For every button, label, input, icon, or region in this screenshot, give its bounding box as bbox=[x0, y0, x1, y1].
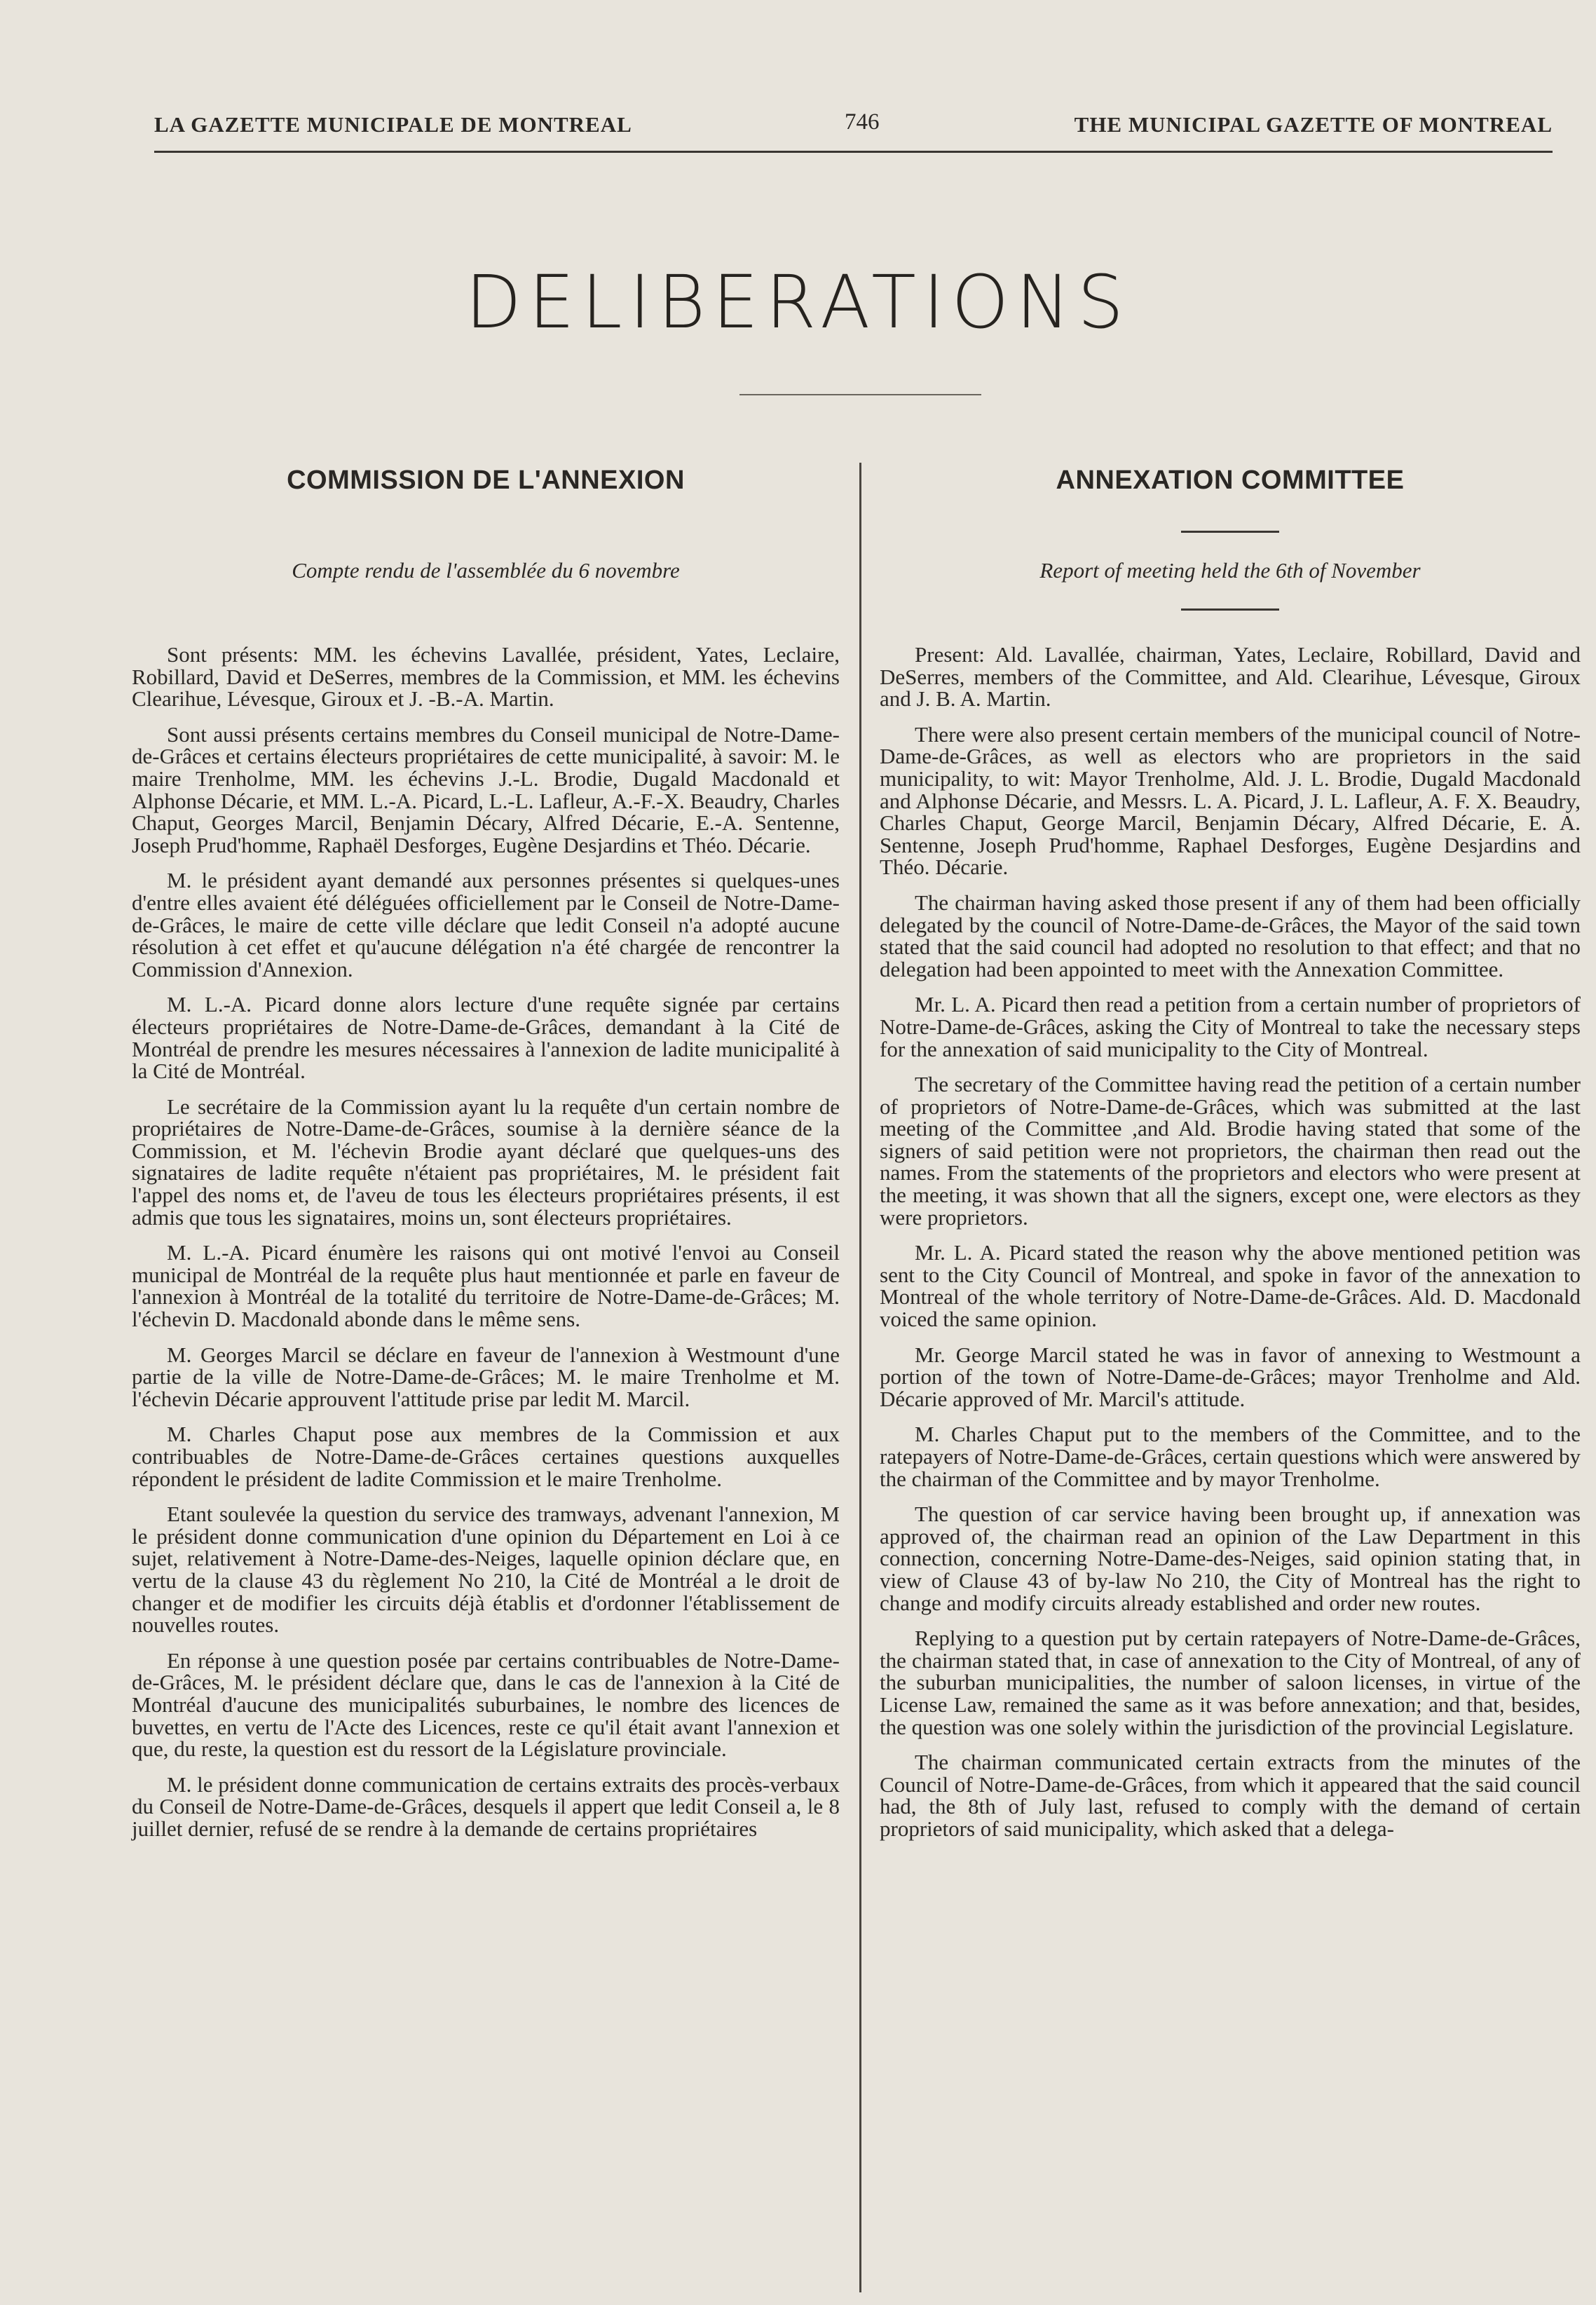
english-paragraph: Present: Ald. Lavallée, chairman, Yates, Leclaire, Robillard, David and DeSerres, members of the Committee, and Ald. Clearihue, Lévesque, Giroux and J. B. A. Martin. bbox=[880, 642, 1581, 712]
column-divider bbox=[859, 463, 861, 2292]
english-heading: ANNEXATION COMMITTEE bbox=[1056, 465, 1405, 495]
english-paragraph: M. Charles Chaput put to the members of the Committee, and to the ratepayers of Notre-Dame-de-Grâces, certain questions which were answered by the chairman of the Committee and by mayor Trenholme. bbox=[880, 1422, 1581, 1491]
english-subheading: Report of meeting held the 6th of November bbox=[1039, 558, 1421, 583]
title-rule bbox=[739, 394, 981, 395]
english-body bbox=[880, 644, 1581, 1854]
english-subheading-rule bbox=[1181, 608, 1279, 611]
page-title: DELIBERATIONS bbox=[465, 259, 1131, 345]
english-heading-rule bbox=[1181, 531, 1279, 533]
page-number: 746 bbox=[845, 109, 880, 135]
english-paragraph: The chairman having asked those present if any of them had been officially delegated by the council of Notre-Dame-de-Grâces, the Mayor of the said town stated that the said council had adopted no resolution to that effect; and that no delegation had been appointed to meet with the Annexation Committee. bbox=[880, 890, 1581, 981]
english-paragraph: Mr. L. A. Picard then read a petition from a certain number of proprietors of Notre-Dame-de-Grâces, asking the City of Montreal to take the necessary steps for the annexation of said municipality to the City of Montreal. bbox=[880, 992, 1581, 1061]
english-paragraph: The secretary of the Committee having read the petition of a certain number of proprietors of Notre-Dame-de-Grâces, which was submitted at the last meeting of the Committee ,and Ald. Brodie having stated that some of the signers of said petition were not proprietors, the chairman then read out the names. From the statements of the proprietors and electors who were present at the meeting, it was shown that all the signers, except one, were electors as they were proprietors. bbox=[880, 1072, 1581, 1230]
english-paragraph: Replying to a question put by certain ratepayers of Notre-Dame-de-Grâces, the chairman stated that, in case of annexation to the City of Montreal, of any of the suburban municipalities, the number of saloon licenses, in virtue of the License Law, remained the same as it was before annexation; and that, besides, the question was one solely within the jurisdiction of the provincial Legislature. bbox=[880, 1626, 1581, 1739]
french-paragraph: M. le président donne communication de certains extraits des procès-verbaux du Conseil de Notre-Dame-de-Grâces, desquels il appert que ledit Conseil a, le 8 juillet dernier, refusé de se rendre à la demande de certains propriétaires bbox=[132, 1772, 840, 1841]
english-paragraph: Mr. L. A. Picard stated the reason why the above mentioned petition was sent to the City Council of Montreal, and spoke in favor of the annexation to Montreal of the whole territory of Notre-Dame-de-Grâces. Ald. D. Macdonald voiced the same opinion. bbox=[880, 1240, 1581, 1332]
english-paragraph: The chairman communicated certain extracts from the minutes of the Council of Notre-Dame-de-Grâces, from which it appeared that the said council had, the 8th of July last, refused to comply with the demand of certain proprietors of said municipality, which asked that a delega- bbox=[880, 1750, 1581, 1841]
french-paragraph: M. L.-A. Picard énumère les raisons qui ont motivé l'envoi au Conseil municipal de Montréal de la requête plus haut mentionnée et parle en faveur de l'annexion à Montréal de la totalité du territoire de Notre-Dame-de-Grâces; M. l'échevin D. Macdonald abonde dans le même sens. bbox=[132, 1240, 840, 1332]
running-header bbox=[154, 105, 1553, 147]
french-subheading: Compte rendu de l'assemblée du 6 novembre bbox=[292, 558, 680, 583]
french-paragraph: M. le président ayant demandé aux personnes présentes si quelques-unes d'entre elles avaient été déléguées officiellement par le Conseil de Notre-Dame-de-Grâces, le maire de cette ville déclare que ledit Conseil n'a adopté aucune résolution à cet effet et qu'aucune délégation n'a été chargée de rencontrer la Commission d'Annexion. bbox=[132, 868, 840, 981]
french-paragraph: M. Georges Marcil se déclare en faveur de l'annexion à Westmount d'une partie de la ville de Notre-Dame-de-Grâces; M. le maire Trenholme et M. l'échevin Décarie approuvent l'attitude prise par ledit M. Marcil. bbox=[132, 1342, 840, 1411]
english-paragraph: The question of car service having been brought up, if annexation was approved of, the chairman read an opinion of the Law Department in this connection, concerning Notre-Dame-des-Neiges, said opinion stating that, in view of Clause 43 of by-law No 210, the City of Montreal has the right to change and modify circuits already established and order new routes. bbox=[880, 1502, 1581, 1615]
header-french-title: LA GAZETTE MUNICIPALE DE MONTREAL bbox=[154, 112, 632, 137]
french-paragraph: Sont aussi présents certains membres du Conseil municipal de Notre-Dame-de-Grâces et certains électeurs propriétaires de cette municipalité, à savoir: M. le maire Trenholme, MM. les échevins J.-L. Brodie, Dugald Macdonald et Alphonse Décarie, et MM. L.-A. Picard, L.-L. Lafleur, A.-F.-X. Beaudry, Charles Chaput, Georges Marcil, Benjamin Décary, Alfred Décarie, E.-A. Sentenne, Joseph Prud'homme, Raphaël Desforges, Eugène Desjardins et Théo. Décarie. bbox=[132, 721, 840, 857]
french-paragraph: Etant soulevée la question du service des tramways, advenant l'annexion, M le président donne communication d'une opinion du Département en Loi à ce sujet, relativement à Notre-Dame-des-Neiges, laquelle opinion déclare que, en vertu de la clause 43 du règlement No 210, la Cité de Montréal a le droit de changer et de modifier les circuits déjà établis et d'ordonner l'établissement de nouvelles routes. bbox=[132, 1502, 840, 1638]
french-paragraph: Le secrétaire de la Commission ayant lu la requête d'un certain nombre de propriétaires de Notre-Dame-de-Grâces, soumise à la dernière séance de la Commission, et M. l'échevin Brodie ayant déclaré que quelques-uns des signataires de ladite requête n'étaient pas propriétaires, M. le président fait l'appel des noms et, de l'aveu de tous les électeurs propriétaires présents, il est admis que tous les signataires, moins un, sont électeurs propriétaires. bbox=[132, 1094, 840, 1230]
french-paragraph: En réponse à une question posée par certains contribuables de Notre-Dame-de-Grâces, M. le président déclare que, dans le cas de l'annexion à la Cité de Montréal d'aucune des municipalités suburbaines, le nombre des licences de buvettes, en vertu de l'Acte des Licences, reste ce qu'il était avant l'annexion et que, du reste, la question est du ressort de la Législature provinciale. bbox=[132, 1647, 840, 1762]
french-paragraph: M. Charles Chaput pose aux membres de la Commission et aux contribuables de Notre-Dame-de-Grâces certaines questions auxquelles répondent le président de ladite Commission et le maire Trenholme. bbox=[132, 1422, 840, 1491]
english-paragraph: There were also present certain members of the municipal council of Notre-Dame-de-Grâces, as well as electors who are proprietors in the said municipality, to wit: Mayor Trenholme, Ald. J. L. Brodie, Dugald Macdonald and Alphonse Décarie, and Messrs. L. A. Picard, J. L. Lafleur, A. F. X. Beaudry, Charles Chaput, George Marcil, Benjamin Décary, Alfred Décarie, E. A. Sentenne, Joseph Prud'homme, Raphael Desforges, Eugène Desjardins and Théo. Décarie. bbox=[880, 721, 1581, 880]
french-paragraph: M. L.-A. Picard donne alors lecture d'une requête signée par certains électeurs propriétaires de Notre-Dame-de-Grâces, demandant à la Cité de Montréal de prendre les mesures nécessaires à l'annexion de ladite municipalité à la Cité de Montréal. bbox=[132, 992, 840, 1084]
header-english-title: THE MUNICIPAL GAZETTE OF MONTREAL bbox=[1074, 112, 1553, 137]
french-heading: COMMISSION DE L'ANNEXION bbox=[287, 465, 685, 495]
french-paragraph: Sont présents: MM. les échevins Lavallée, président, Yates, Leclaire, Robillard, David et DeSerres, membres de la Commission, et MM. les échevins Clearihue, Lévesque, Giroux et J. -B.-A. Martin. bbox=[132, 642, 840, 712]
french-body bbox=[132, 644, 840, 1854]
english-paragraph: Mr. George Marcil stated he was in favor of annexing to Westmount a portion of the town of Notre-Dame-de-Grâces; mayor Trenholme and Ald. Décarie approved of Mr. Marcil's attitude. bbox=[880, 1342, 1581, 1411]
header-rule bbox=[154, 151, 1553, 153]
